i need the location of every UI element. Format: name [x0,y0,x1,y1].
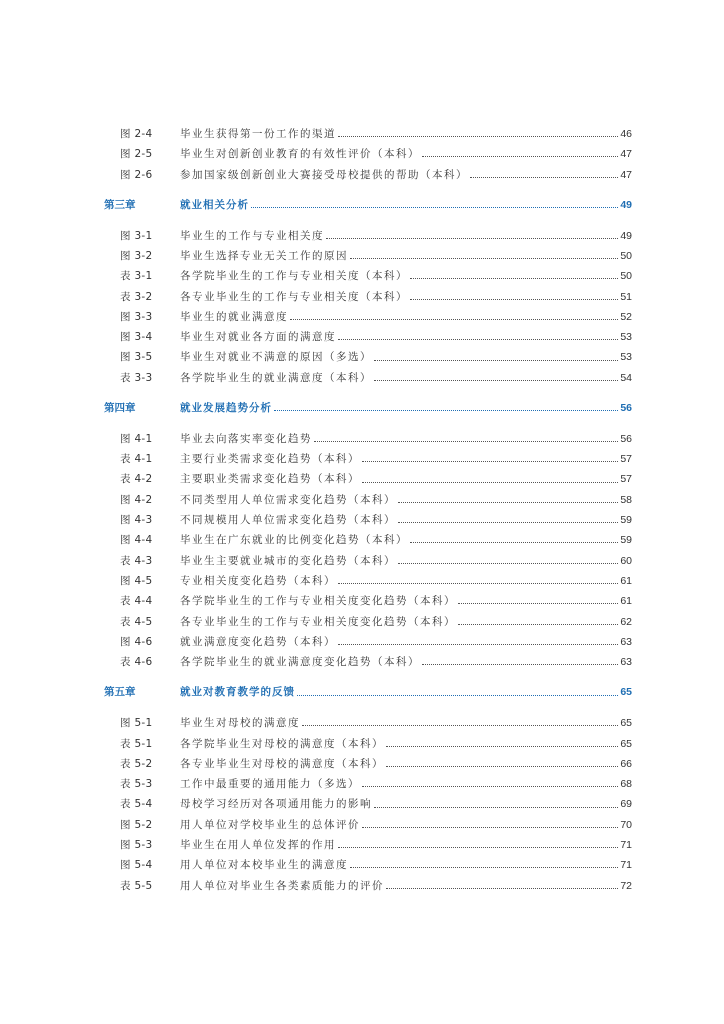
entry-page-number: 62 [620,615,632,628]
toc-entry[interactable] [104,815,632,835]
chapter-page-number: 65 [620,686,632,699]
toc-entry[interactable] [104,876,632,896]
dot-leader [398,501,618,503]
entry-title: 毕业生的工作与专业相关度 [180,229,324,242]
entry-page-number: 70 [620,818,632,831]
entry-title: 主要职业类需求变化趋势（本科） [180,473,360,486]
figure-table-number: 表 4-3 [120,554,153,567]
toc-entry[interactable] [104,226,632,246]
entry-page-number: 59 [620,534,632,547]
dot-leader [302,724,618,726]
figure-table-number: 表 4-5 [120,615,153,628]
chapter-page-number: 49 [620,198,632,211]
entry-page-number: 66 [620,757,632,770]
toc-entry[interactable] [104,449,632,469]
entry-title: 各专业毕业生的工作与专业相关度变化趋势（本科） [180,615,456,628]
toc-entry[interactable] [104,713,632,733]
entry-page-number: 72 [620,879,632,892]
entry-title: 毕业生在用人单位发挥的作用 [180,839,336,851]
toc-entry[interactable] [104,144,632,164]
figure-table-number: 图 4-1 [120,432,153,445]
figure-table-number: 图 4-4 [120,534,153,547]
entry-page-number: 65 [620,717,632,730]
entry-title: 毕业生对就业不满意的原因（多选） [180,351,372,364]
toc-entry[interactable] [104,774,632,794]
toc-entry[interactable] [104,347,632,367]
toc-entry[interactable] [104,551,632,571]
toc-entry[interactable] [104,734,632,754]
figure-table-number: 图 4-2 [120,493,153,506]
figure-table-number: 图 5-2 [120,818,153,831]
dot-leader [470,176,618,178]
entry-page-number: 47 [620,148,632,161]
entry-title: 毕业生对创新创业教育的有效性评价（本科） [180,148,420,161]
chapter-number: 第三章 [104,198,136,211]
chapter-title: 就业发展趋势分析 [180,402,272,415]
figure-table-number: 图 5-4 [120,859,153,872]
entry-title: 各专业毕业生的工作与专业相关度（本科） [180,290,408,303]
figure-table-number: 图 3-3 [120,310,153,323]
entry-page-number: 53 [620,331,632,344]
entry-page-number: 47 [620,168,632,181]
dot-leader [410,298,618,300]
figure-table-number: 表 3-3 [120,371,153,384]
figure-table-number: 图 4-5 [120,574,153,587]
chapter-heading[interactable] [104,682,632,702]
entry-page-number: 51 [620,290,632,303]
entry-page-number: 58 [620,493,632,506]
entry-page-number: 59 [620,514,632,527]
dot-leader [362,826,618,828]
figure-table-number: 图 5-3 [120,839,153,851]
entry-title: 毕业生对就业各方面的满意度 [180,331,336,344]
figure-table-number: 表 4-1 [120,453,153,466]
entry-page-number: 52 [620,310,632,323]
figure-table-number: 表 4-4 [120,595,153,608]
chapter-heading[interactable] [104,398,632,418]
chapter-heading[interactable] [104,195,632,215]
toc-entry[interactable] [104,165,632,185]
dot-leader [362,481,618,483]
entry-title: 用人单位对本校毕业生的满意度 [180,859,348,872]
entry-title: 各学院毕业生的就业满意度变化趋势（本科） [180,656,420,669]
dot-leader [326,237,618,239]
figure-table-number: 表 5-4 [120,798,153,811]
dot-leader [458,602,618,604]
dot-leader [338,846,618,848]
dot-leader [422,663,618,665]
figure-table-number: 表 4-2 [120,473,153,486]
toc-entry[interactable] [104,287,632,307]
toc-entry[interactable] [104,612,632,632]
dot-leader [386,887,618,889]
toc-entry[interactable] [104,490,632,510]
entry-title: 主要行业类需求变化趋势（本科） [180,453,360,466]
entry-page-number: 54 [620,371,632,384]
entry-title: 用人单位对毕业生各类素质能力的评价 [180,879,384,892]
figure-table-number: 表 5-3 [120,778,153,791]
entry-page-number: 50 [620,270,632,283]
figure-table-number: 表 3-1 [120,270,153,283]
entry-title: 毕业生选择专业无关工作的原因 [180,249,348,262]
entry-page-number: 61 [620,574,632,587]
dot-leader [338,135,618,137]
figure-table-number: 图 4-3 [120,514,153,527]
dot-leader [362,460,618,462]
chapter-number: 第四章 [104,402,136,415]
toc-entry[interactable] [104,794,632,814]
toc-entry[interactable] [104,571,632,591]
toc-entry[interactable] [104,246,632,266]
dot-leader [410,541,618,543]
figure-table-number: 表 5-5 [120,879,153,892]
entry-page-number: 69 [620,798,632,811]
toc-entry[interactable] [104,632,632,652]
chapter-title: 就业对教育教学的反馈 [180,686,295,699]
dot-leader [386,745,618,747]
entry-page-number: 61 [620,595,632,608]
dot-leader [338,643,618,645]
toc-entry[interactable] [104,307,632,327]
entry-page-number: 60 [620,554,632,567]
dot-leader [350,257,618,259]
dot-leader [458,623,618,625]
dot-leader [350,866,618,868]
toc-entry[interactable] [104,591,632,611]
dot-leader [422,155,618,157]
entry-page-number: 65 [620,737,632,750]
figure-table-number: 图 5-1 [120,717,153,730]
entry-title: 不同类型用人单位需求变化趋势（本科） [180,493,396,506]
figure-table-number: 表 3-2 [120,290,153,303]
entry-page-number: 63 [620,656,632,669]
toc-entry[interactable] [104,469,632,489]
toc-entry[interactable] [104,652,632,672]
entry-page-number: 68 [620,778,632,791]
toc-entry[interactable] [104,510,632,530]
toc-entry[interactable] [104,124,632,144]
entry-title: 毕业生对母校的满意度 [180,717,300,730]
toc-entry[interactable] [104,754,632,774]
toc-entry[interactable] [104,835,632,855]
entry-page-number: 50 [620,249,632,262]
dot-leader [290,318,618,320]
entry-title: 毕业生在广东就业的比例变化趋势（本科） [180,534,408,547]
dot-leader [362,785,618,787]
figure-table-number: 图 3-1 [120,229,153,242]
entry-title: 工作中最重要的通用能力（多选） [180,778,360,791]
entry-title: 各学院毕业生对母校的满意度（本科） [180,737,384,750]
entry-title: 各学院毕业生的就业满意度（本科） [180,371,372,384]
entry-page-number: 56 [620,432,632,445]
entry-title: 毕业生的就业满意度 [180,310,288,323]
dot-leader [410,277,618,279]
figure-table-number: 图 3-4 [120,331,153,344]
entry-page-number: 53 [620,351,632,364]
dot-leader [338,338,618,340]
toc-entry[interactable] [104,266,632,286]
figure-table-number: 图 3-2 [120,249,153,262]
dot-leader [297,694,618,696]
chapter-title: 就业相关分析 [180,198,249,211]
entry-title: 毕业生获得第一份工作的渠道 [180,128,336,140]
entry-title: 各学院毕业生的工作与专业相关度（本科） [180,270,408,283]
toc-entry[interactable] [104,855,632,875]
figure-table-number: 图 3-5 [120,351,153,364]
chapter-number: 第五章 [104,686,136,699]
entry-page-number: 49 [620,229,632,242]
entry-title: 专业相关度变化趋势（本科） [180,574,336,587]
figure-table-number: 图 4-6 [120,635,153,648]
entry-title: 参加国家级创新创业大赛接受母校提供的帮助（本科） [180,168,468,181]
entry-title: 各专业毕业生对母校的满意度（本科） [180,757,384,770]
toc-entry[interactable] [104,368,632,388]
dot-leader [374,359,618,361]
dot-leader [314,440,618,442]
entry-page-number: 57 [620,453,632,466]
dot-leader [398,562,618,564]
entry-title: 毕业去向落实率变化趋势 [180,432,312,445]
figure-table-number: 图 2-4 [120,128,153,140]
figure-table-number: 表 5-1 [120,737,153,750]
figure-table-number: 表 4-6 [120,656,153,669]
entry-title: 用人单位对学校毕业生的总体评价 [180,818,360,831]
dot-leader [374,379,618,381]
entry-page-number: 71 [620,859,632,872]
toc-entry[interactable] [104,530,632,550]
chapter-page-number: 56 [620,402,632,415]
figure-table-number: 表 5-2 [120,757,153,770]
dot-leader [386,765,618,767]
toc-entry[interactable] [104,429,632,449]
table-of-contents [104,124,632,896]
dot-leader [251,206,618,208]
entry-page-number: 57 [620,473,632,486]
dot-leader [274,409,618,411]
entry-title: 毕业生主要就业城市的变化趋势（本科） [180,554,396,567]
figure-table-number: 图 2-6 [120,168,153,181]
entry-title: 母校学习经历对各项通用能力的影响 [180,798,372,811]
dot-leader [398,521,618,523]
entry-page-number: 63 [620,635,632,648]
figure-table-number: 图 2-5 [120,148,153,161]
entry-title: 不同规模用人单位需求变化趋势（本科） [180,514,396,527]
entry-page-number: 71 [620,839,632,851]
entry-title: 就业满意度变化趋势（本科） [180,635,336,648]
dot-leader [374,806,618,808]
entry-page-number: 46 [620,128,632,140]
toc-entry[interactable] [104,327,632,347]
dot-leader [338,582,618,584]
entry-title: 各学院毕业生的工作与专业相关度变化趋势（本科） [180,595,456,608]
